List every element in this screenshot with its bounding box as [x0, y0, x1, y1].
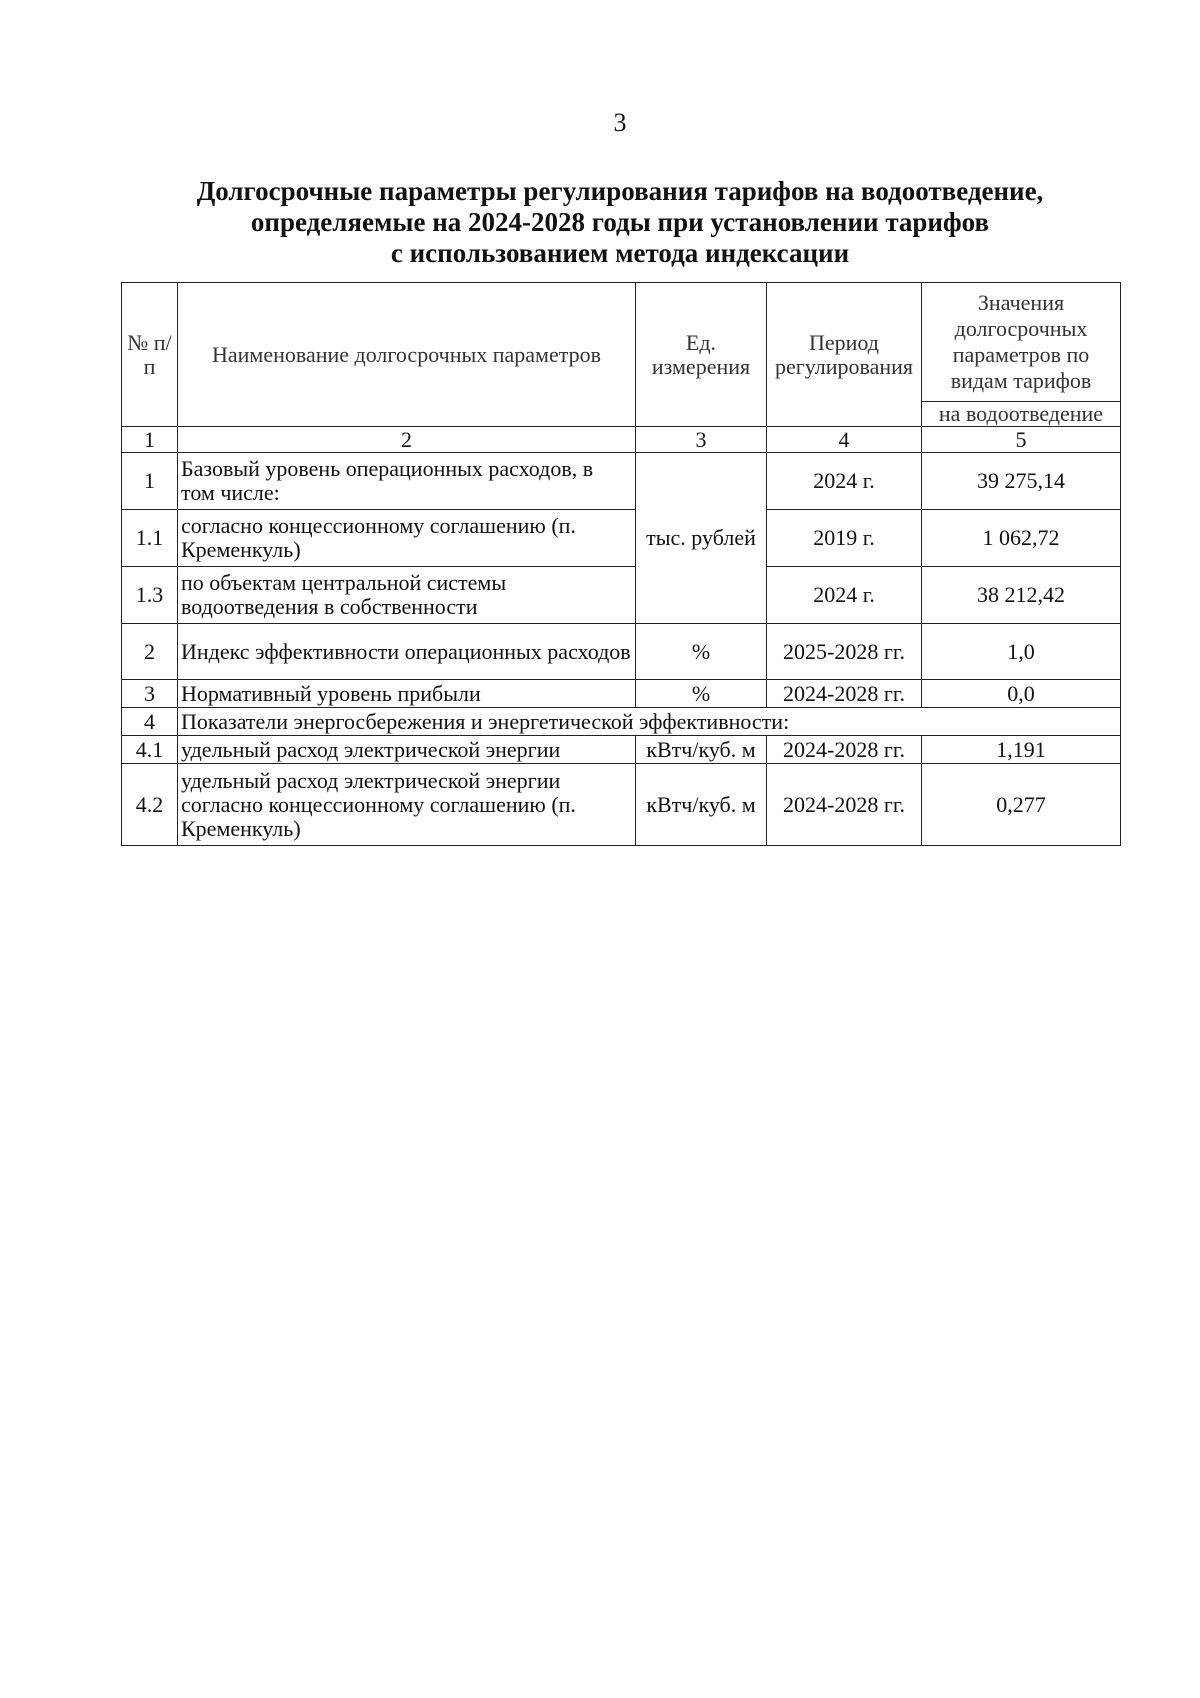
col-number: 4: [767, 427, 922, 453]
row-unit: %: [636, 624, 767, 680]
row-period: 2024-2028 гг.: [767, 764, 922, 846]
row-period: 2024 г.: [767, 567, 922, 624]
row-name: удельный расход электрической энергии согласно концессионному соглашению (п. Кременкуль): [178, 764, 636, 846]
row-unit: кВтч/куб. м: [636, 764, 767, 846]
title-line-2: определяемые на 2024-2028 годы при установлении тарифов: [250, 207, 990, 237]
table-row: [122, 567, 1121, 624]
row-num: 4.1: [122, 736, 178, 764]
table-row: [122, 510, 1121, 567]
header-values: Значения долгосрочных параметров по видам тарифов: [922, 283, 1121, 402]
table-row: [122, 453, 1121, 510]
row-name: по объектам центральной системы водоотведения в собственности: [178, 567, 636, 624]
row-period: 2024-2028 гг.: [767, 736, 922, 764]
row-num: 1: [122, 453, 178, 510]
row-name: Нормативный уровень прибыли: [178, 680, 636, 708]
row-name: Базовый уровень операционных расходов, в том числе:: [178, 453, 636, 510]
row-period: 2025-2028 гг.: [767, 624, 922, 680]
row-period: 2024 г.: [767, 453, 922, 510]
col-number: 1: [122, 427, 178, 453]
row-num: 1.1: [122, 510, 178, 567]
header-values-sub: на водоотведение: [922, 402, 1121, 427]
row-name: удельный расход электрической энергии: [178, 736, 636, 764]
column-numbers-row: [122, 427, 1121, 453]
row-num: 1.3: [122, 567, 178, 624]
table-row: [122, 764, 1121, 846]
title-line-3: с использованием метода индексации: [390, 238, 850, 268]
header-name: Наименование долгосрочных параметров: [178, 283, 636, 427]
row-num: 4: [122, 708, 178, 736]
table-row: [122, 708, 1121, 736]
document-title: [120, 176, 1120, 269]
row-value: 0,277: [922, 764, 1121, 846]
row-value: 1,191: [922, 736, 1121, 764]
col-number: 2: [178, 427, 636, 453]
table-row: [122, 680, 1121, 708]
table-header-row: [122, 283, 1121, 402]
row-period: 2024-2028 гг.: [767, 680, 922, 708]
row-unit: %: [636, 680, 767, 708]
parameters-table: [121, 282, 1121, 846]
row-period: 2019 г.: [767, 510, 922, 567]
row-num: 4.2: [122, 764, 178, 846]
row-name: согласно концессионному соглашению (п. Кременкуль): [178, 510, 636, 567]
row-value: 1,0: [922, 624, 1121, 680]
title-line-1: Долгосрочные параметры регулирования тарифов на водоотведение,: [196, 176, 1044, 206]
row-value: 39 275,14: [922, 453, 1121, 510]
col-number: 5: [922, 427, 1121, 453]
row-num: 2: [122, 624, 178, 680]
row-value: 1 062,72: [922, 510, 1121, 567]
row-unit: кВтч/куб. м: [636, 736, 767, 764]
row-name: Индекс эффективности операционных расходов: [178, 624, 636, 680]
row-num: 3: [122, 680, 178, 708]
row-unit: тыс. рублей: [636, 453, 767, 624]
page-number: 3: [613, 108, 627, 137]
header-period: Период регулирования: [767, 283, 922, 427]
table-row: [122, 624, 1121, 680]
header-unit: Ед. измерения: [636, 283, 767, 427]
table-row: [122, 736, 1121, 764]
header-num: № п/п: [122, 283, 178, 427]
row-value: 0,0: [922, 680, 1121, 708]
col-number: 3: [636, 427, 767, 453]
row-name: Показатели энергосбережения и энергетической эффективности:: [178, 708, 1121, 736]
row-value: 38 212,42: [922, 567, 1121, 624]
